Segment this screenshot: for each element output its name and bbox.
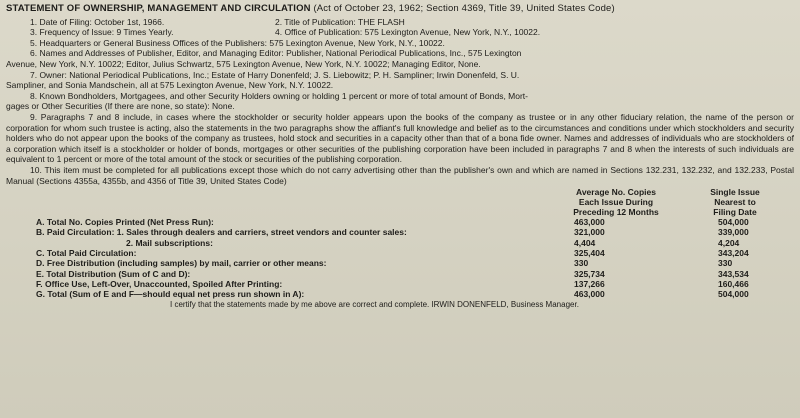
table-header	[6, 187, 794, 217]
col-single-header-line: Nearest to	[714, 197, 756, 208]
table-row	[6, 269, 794, 279]
col-single-header-line: Filing Date	[713, 207, 757, 218]
row-label: B. Paid Circulation: 1. Sales through dealers and carriers, street vendors and counter sales:	[36, 227, 407, 238]
row-label: C. Total Paid Circulation:	[36, 247, 137, 258]
row-average-value: 321,000	[574, 227, 605, 238]
table-row	[6, 238, 794, 248]
statement-title	[6, 4, 794, 15]
item-9: 9. Paragraphs 7 and 8 include, in cases where the stockholder or security holder appears upon the books of the company as trustee or in any other fiduciary relation, the name of the person or corporation for whom such trustee is acting, also the statements in the two paragraphs show the affiant's full knowledge and belief as to the circumstances and conditions under which stockholders and security holders who do not appear upon the books of the company as trustees, hold stock and securities in a capacity other than that of a bona fide owner. Names and addresses of individuals who are stockholders of a corporation which itself is a stockholder or holder of bonds, mortgages or other securities of the publishing corporation have been included in paragraphs 7 and 8 when the interests of such individuals are equivalent to 1 percent or more of the total amount of the stock or securities of the publishing corporation.	[6, 111, 794, 165]
row-average-value: 463,000	[574, 217, 605, 228]
row-single-value: 504,000	[718, 217, 749, 228]
table-row	[6, 289, 794, 299]
item-1: 1. Date of Filing: October 1st, 1966.	[30, 16, 165, 27]
table-row	[6, 258, 794, 268]
circulation-table	[6, 187, 794, 299]
row-single-value: 330	[718, 258, 733, 269]
row-single-value: 339,000	[718, 227, 749, 238]
col-average-header-line: Each Issue During	[578, 197, 654, 208]
col-average-header-line: Average No. Copies	[576, 187, 656, 198]
col-average-header-line: Preceding 12 Months	[573, 207, 659, 218]
row-label: 2. Mail subscriptions:	[126, 237, 213, 248]
row-label: F. Office Use, Left-Over, Unaccounted, Spoiled After Printing:	[36, 278, 283, 289]
row-label: E. Total Distribution (Sum of C and D):	[36, 268, 191, 279]
title-text: STATEMENT OF OWNERSHIP, MANAGEMENT AND CIRCULATION	[6, 3, 311, 14]
row-label: G. Total (Sum of E and F—should equal net press run shown in A):	[36, 289, 305, 300]
row-single-value: 504,000	[718, 289, 749, 300]
row-average-value: 330	[574, 258, 589, 269]
row-average-value: 4,404	[574, 237, 596, 248]
row-average-value: 463,000	[574, 289, 605, 300]
act-citation: (Act of October 23, 1962; Section 4369, Title 39, United States Code)	[313, 3, 615, 14]
item-5: 5. Headquarters or General Business Offices of the Publishers: 575 Lexington Avenue, New York, N.Y., 10022.	[30, 37, 445, 48]
item-7-line2: Sampliner, and Sonia Mandschein, all at 575 Lexington Avenue, New York, N.Y. 10022.	[6, 80, 334, 91]
item-8-line2: gages or Other Securities (If there are none, so state): None.	[6, 101, 235, 112]
row-single-value: 343,534	[718, 268, 749, 279]
row-label: D. Free Distribution (including samples) by mail, carrier or other means:	[36, 258, 327, 269]
table-row	[6, 227, 794, 237]
item-6-line1: 6. Names and Addresses of Publisher, Editor, and Managing Editor: Publisher, National Periodical Publications, Inc., 575 Lexington	[30, 48, 522, 59]
row-average-value: 137,266	[574, 278, 605, 289]
row-label: A. Total No. Copies Printed (Net Press Run):	[36, 217, 214, 228]
item-2: 2. Title of Publication: THE FLASH	[275, 16, 405, 27]
table-row	[6, 248, 794, 258]
table-row	[6, 279, 794, 289]
row-average-value: 325,734	[574, 268, 605, 279]
col-single-header	[676, 187, 794, 217]
row-single-value: 160,466	[718, 278, 749, 289]
item-8-line1: 8. Known Bondholders, Mortgagees, and other Security Holders owning or holding 1 percent or more of total amount of Bonds, Mort-	[30, 90, 528, 101]
col-single-header-line: Single Issue	[710, 187, 760, 198]
items-3-4	[6, 27, 794, 38]
item-4: 4. Office of Publication: 575 Lexington Avenue, New York, N.Y., 10022.	[275, 27, 541, 38]
item-3: 3. Frequency of Issue: 9 Times Yearly.	[30, 27, 174, 38]
item-10: 10. This item must be completed for all publications except those which do not carry advertising other than the publisher's own and which are named in Sections 132.231, 132.232, and 132.233, Postal Manual (Sections 4355a, 4355b, and 4356 of Title 39, United States Code)	[6, 164, 794, 186]
certification-line: I certify that the statements made by me above are correct and complete. IRWIN DONENFELD, Business Manager.	[170, 300, 579, 310]
table-row	[6, 217, 794, 227]
row-single-value: 343,204	[718, 247, 749, 258]
item-6-line2: Avenue, New York, N.Y. 10022; Editor, Julius Schwartz, 575 Lexington Avenue, New York, N.Y. 10022; Managing Editor, None.	[6, 58, 481, 69]
item-7-line1: 7. Owner: National Periodical Publications, Inc.; Estate of Harry Donenfeld; J. S. Liebowitz; P. H. Sampliner; Irwin Donenfeld, S. U.	[30, 69, 520, 80]
col-average-header	[556, 187, 676, 217]
row-average-value: 325,404	[574, 247, 605, 258]
items-1-2	[6, 17, 794, 28]
row-single-value: 4,204	[718, 237, 740, 248]
